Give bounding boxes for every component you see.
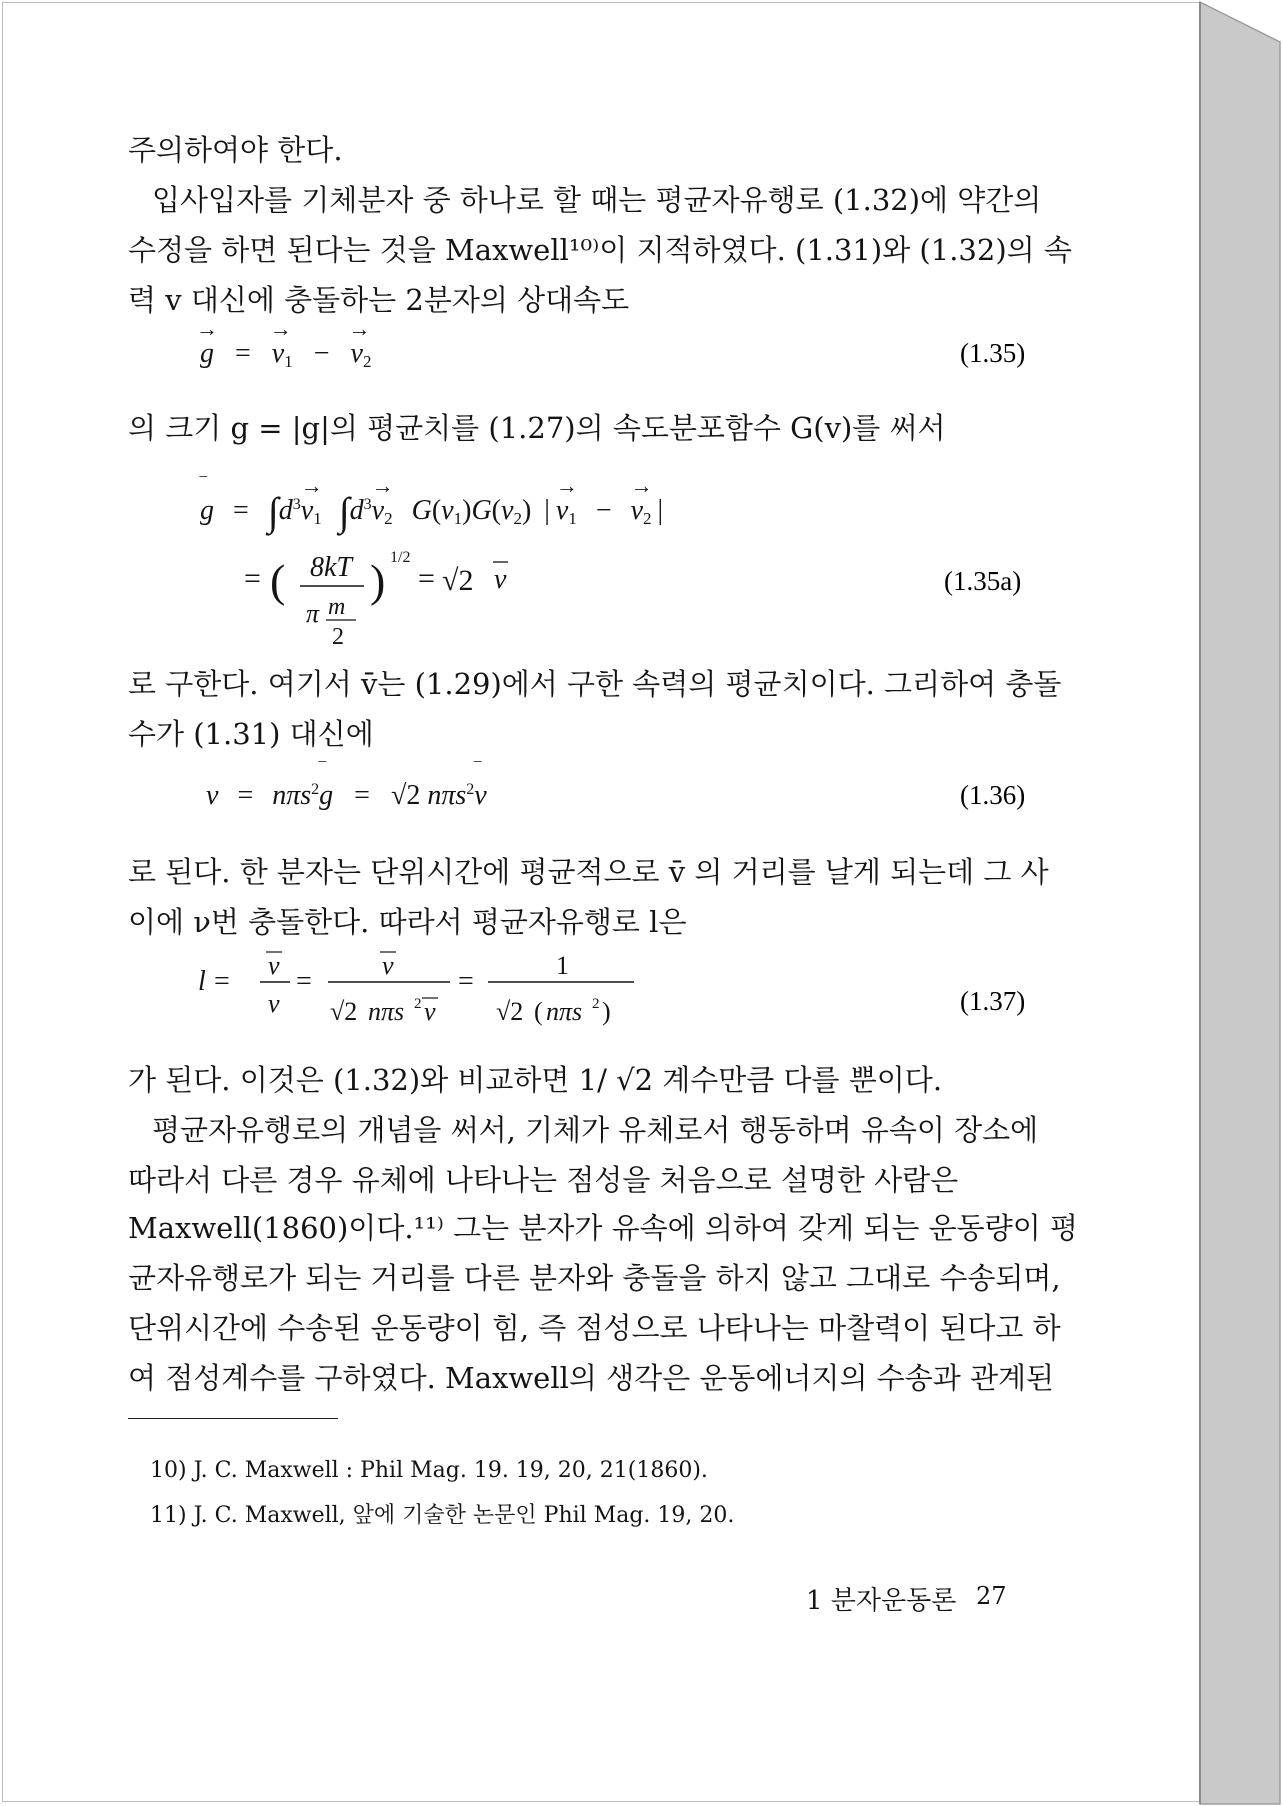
equation-number: (1.35a) bbox=[944, 566, 1022, 596]
svg-text:=: = bbox=[244, 562, 261, 595]
svg-text:=: = bbox=[458, 966, 474, 997]
svg-text:): ) bbox=[370, 555, 386, 606]
text-line: 입사입자를 기체분자 중 하나로 할 때는 평균자유행로 (1.32)에 약간의 bbox=[152, 183, 1042, 217]
svg-text:nπs: nπs bbox=[368, 997, 405, 1026]
svg-text:2: 2 bbox=[414, 996, 422, 1012]
svg-text:l: l bbox=[198, 966, 206, 997]
text-line: 의 크기 g = |g|의 평균치를 (1.27)의 속도분포함수 G(v)를 써서 bbox=[128, 411, 946, 445]
text-line: 수가 (1.31) 대신에 bbox=[128, 717, 374, 751]
text-line: 단위시간에 수송된 운동량이 힘, 즉 점성으로 나타나는 마찰력이 된다고 하 bbox=[128, 1311, 1061, 1345]
svg-text:(: ( bbox=[534, 997, 543, 1026]
text-line: 로 된다. 한 분자는 단위시간에 평균적으로 v̄ 의 거리를 날게 되는데 그 사 bbox=[128, 855, 1049, 889]
svg-text:): ) bbox=[602, 997, 611, 1026]
svg-text:(: ( bbox=[270, 555, 286, 606]
page-number: 27 bbox=[976, 1582, 1007, 1610]
text-line: 균자유행로가 되는 거리를 다른 분자와 충돌을 하지 않고 그대로 수송되며, bbox=[128, 1261, 1061, 1295]
svg-text:2: 2 bbox=[592, 996, 600, 1012]
svg-text:=: = bbox=[214, 966, 230, 997]
svg-text:v: v bbox=[494, 564, 507, 595]
svg-text:=: = bbox=[418, 562, 435, 595]
svg-text:1/2: 1/2 bbox=[390, 549, 411, 566]
svg-text:√2: √2 bbox=[496, 997, 524, 1026]
footnote-10: 10) J. C. Maxwell : Phil Mag. 19. 19, 20, 21(1860). bbox=[150, 1458, 708, 1483]
equation-number: (1.35) bbox=[960, 338, 1026, 368]
svg-text:nπs: nπs bbox=[546, 997, 583, 1026]
equation-1-36: ν = nπs$^2$g ‾ = √2 nπs$^2$v ‾ bbox=[206, 760, 487, 811]
text-line: 가 된다. 이것은 (1.32)와 비교하면 1/ √2 계수만큼 다를 뿐이다. bbox=[128, 1063, 943, 1097]
svg-text:π: π bbox=[306, 599, 320, 628]
text-line: 로 구한다. 여기서 v̄는 (1.29)에서 구한 속력의 평균치이다. 그리하여 충돌 bbox=[128, 667, 1062, 701]
text-line: 주의하여야 한다. bbox=[128, 133, 343, 167]
text-line: 평균자유행로의 개념을 써서, 기체가 유체로서 행동하며 유속이 장소에 bbox=[152, 1113, 1039, 1147]
svg-text:v: v bbox=[268, 951, 280, 980]
equation-1-35a-line1: g ‾ = $\int d^3v_1$ → $\int d^3v_2$ → $G(v_1)G(v_2)$ | $v_1$ → − $v_2$ → | bbox=[200, 473, 664, 534]
svg-text:√2: √2 bbox=[442, 564, 474, 597]
equation-1-37 bbox=[196, 940, 656, 1030]
equation-number: (1.37) bbox=[960, 986, 1026, 1016]
text-line: 이에 ν번 충돌한다. 따라서 평균자유행로 l은 bbox=[128, 905, 687, 939]
svg-text:=: = bbox=[296, 966, 312, 997]
svg-text:1: 1 bbox=[556, 951, 569, 980]
equation-1-35a-line2 bbox=[236, 540, 556, 650]
footnote-11: 11) J. C. Maxwell, 앞에 기술한 논문인 Phil Mag. 19, 20. bbox=[150, 1503, 735, 1528]
page-edge-shadow bbox=[1196, 0, 1283, 1806]
svg-text:√2: √2 bbox=[330, 997, 358, 1026]
svg-text:m: m bbox=[328, 594, 346, 620]
running-footer-chapter: 1 분자운동론 bbox=[806, 1586, 957, 1616]
svg-text:v: v bbox=[382, 951, 394, 980]
text-line: Maxwell(1860)이다.¹¹⁾ 그는 분자가 유속에 의하여 갖게 되는 운동량이 평 bbox=[128, 1211, 1078, 1245]
text-line: 따라서 다른 경우 유체에 나타나는 점성을 처음으로 설명한 사람은 bbox=[128, 1163, 959, 1197]
text-line: 수정을 하면 된다는 것을 Maxwell¹⁰⁾이 지적하였다. (1.31)와 (1.32)의 속 bbox=[128, 233, 1072, 267]
text-line: 여 점성계수를 구하였다. Maxwell의 생각은 운동에너지의 수송과 관계된 bbox=[128, 1361, 1054, 1395]
svg-text:v: v bbox=[424, 997, 436, 1026]
text-line: 력 v 대신에 충돌하는 2분자의 상대속도 bbox=[128, 283, 630, 317]
equation-1-35: g → = $v_1$ → − $v_2$ → bbox=[196, 316, 372, 371]
svg-text:2: 2 bbox=[332, 624, 344, 650]
footnote-divider bbox=[128, 1418, 338, 1419]
equation-number: (1.36) bbox=[960, 780, 1026, 810]
svg-text:ν: ν bbox=[268, 989, 280, 1018]
svg-text:8kT: 8kT bbox=[310, 552, 352, 583]
